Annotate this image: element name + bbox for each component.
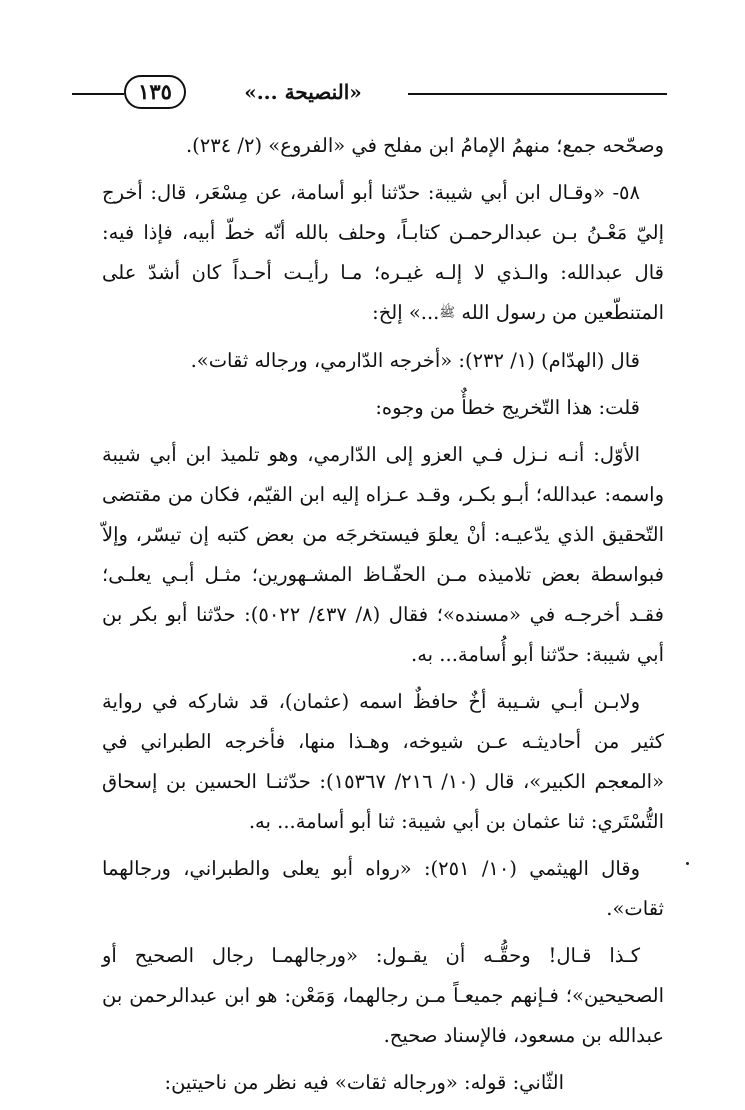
paragraph-7: وقال الهيثمي (١٠/ ٢٥١): «رواه أبو يعلى والطبراني، ورجالهما ثقات». — [102, 856, 664, 920]
paragraph-2-text: ٥٨- «وقـال ابن أبي شيبة: حدّثنا أبو أسامة، عن مِسْعَر، قال: أخرج إليّ مَعْـنُ بـن عبدالرحمـن كتابـاً، وحلف بالله أنّه خطّ أبيه، فإذا فيه: قال عبدالله: والـذي لا إلـه غيـره؛ مـا رأيـت أحـداً كان أشدّ على المتنطّعين من رسول الله — [102, 181, 664, 324]
paragraph-6: ولابـن أبـي شـيبة أخٌ حافظٌ اسمه (عثمان)، قد شاركه في رواية كثير من أحاديثـه عـن شيوخه، وهـذا منها، فأخرجه الطبراني في «المعجم الكبير»، قال (١٠/ ٢١٦/ ١٥٣٦٧): حدّثنـا الحسين بن إسحاق التُّسْتَري: ثنا عثمان بن أبي شيبة: ثنا أبو أسامة... به. — [102, 689, 664, 833]
stray-ink-dot — [686, 862, 689, 865]
paragraph-2-tail: ...» إلخ: — [372, 301, 440, 324]
paragraph-1: وصحّحه جمع؛ منهمُ الإمامُ ابن مفلح في «الفروع» (٢/ ٢٣٤). — [185, 134, 664, 157]
paragraph-9: الثّاني: قوله: «ورجاله ثقات» فيه نظر من ناحيتين: — [164, 1070, 564, 1094]
paragraph-5: الأوّل: أنـه نـزل فـي العزو إلى الدّارمي، وهو تلميذ ابن أبي شيبة واسمه: عبدالله؛ أبـو بكـر، وقـد عـزاه إليه ابن القيّم، فكان من مقتضى التّحقيق الذي يدّعيـه: أنْ يعلوَ فيستخرجَه من بعض كتبه إن تيسّر، وإلاّ فبواسطة بعض تلاميذه مـن الحفّـاظ المشـهورين؛ مثـل أبـي يعلـى؛ فقـد أخرجـه في «مسنده»؛ فقال (٨/ ٤٣٧/ ٥٠٢٢): حدّثنا أبو بكر بن أبي شيبة: حدّثنا أبو أُسامة... به. — [102, 442, 664, 666]
page-number: ١٣٥ — [124, 75, 186, 109]
paragraph-2 — [102, 173, 664, 334]
page-header — [72, 72, 667, 112]
paragraph-3: قال (الهدّام) (١/ ٢٣٢): «أخرجه الدّارمي، ورجاله ثقات». — [190, 348, 640, 372]
header-rule-left — [72, 93, 124, 95]
running-title: «النصيحة ...» — [198, 72, 408, 112]
paragraph-8: كـذا قـال! وحقُّـه أن يقـول: «ورجالهمـا رجال الصحيح أو الصحيحين»؛ فـإنهم جميعـاً مـن رجالهما، وَمَعْن: هو ابن عبدالرحمن بن عبدالله بن مسعود، فالإسناد صحيح. — [102, 943, 664, 1047]
salla-symbol: ﷺ — [439, 305, 456, 321]
paragraph-4: قلت: هذا التّخريج خطأٌ من وجوه: — [375, 395, 640, 419]
body-text — [102, 126, 664, 1110]
